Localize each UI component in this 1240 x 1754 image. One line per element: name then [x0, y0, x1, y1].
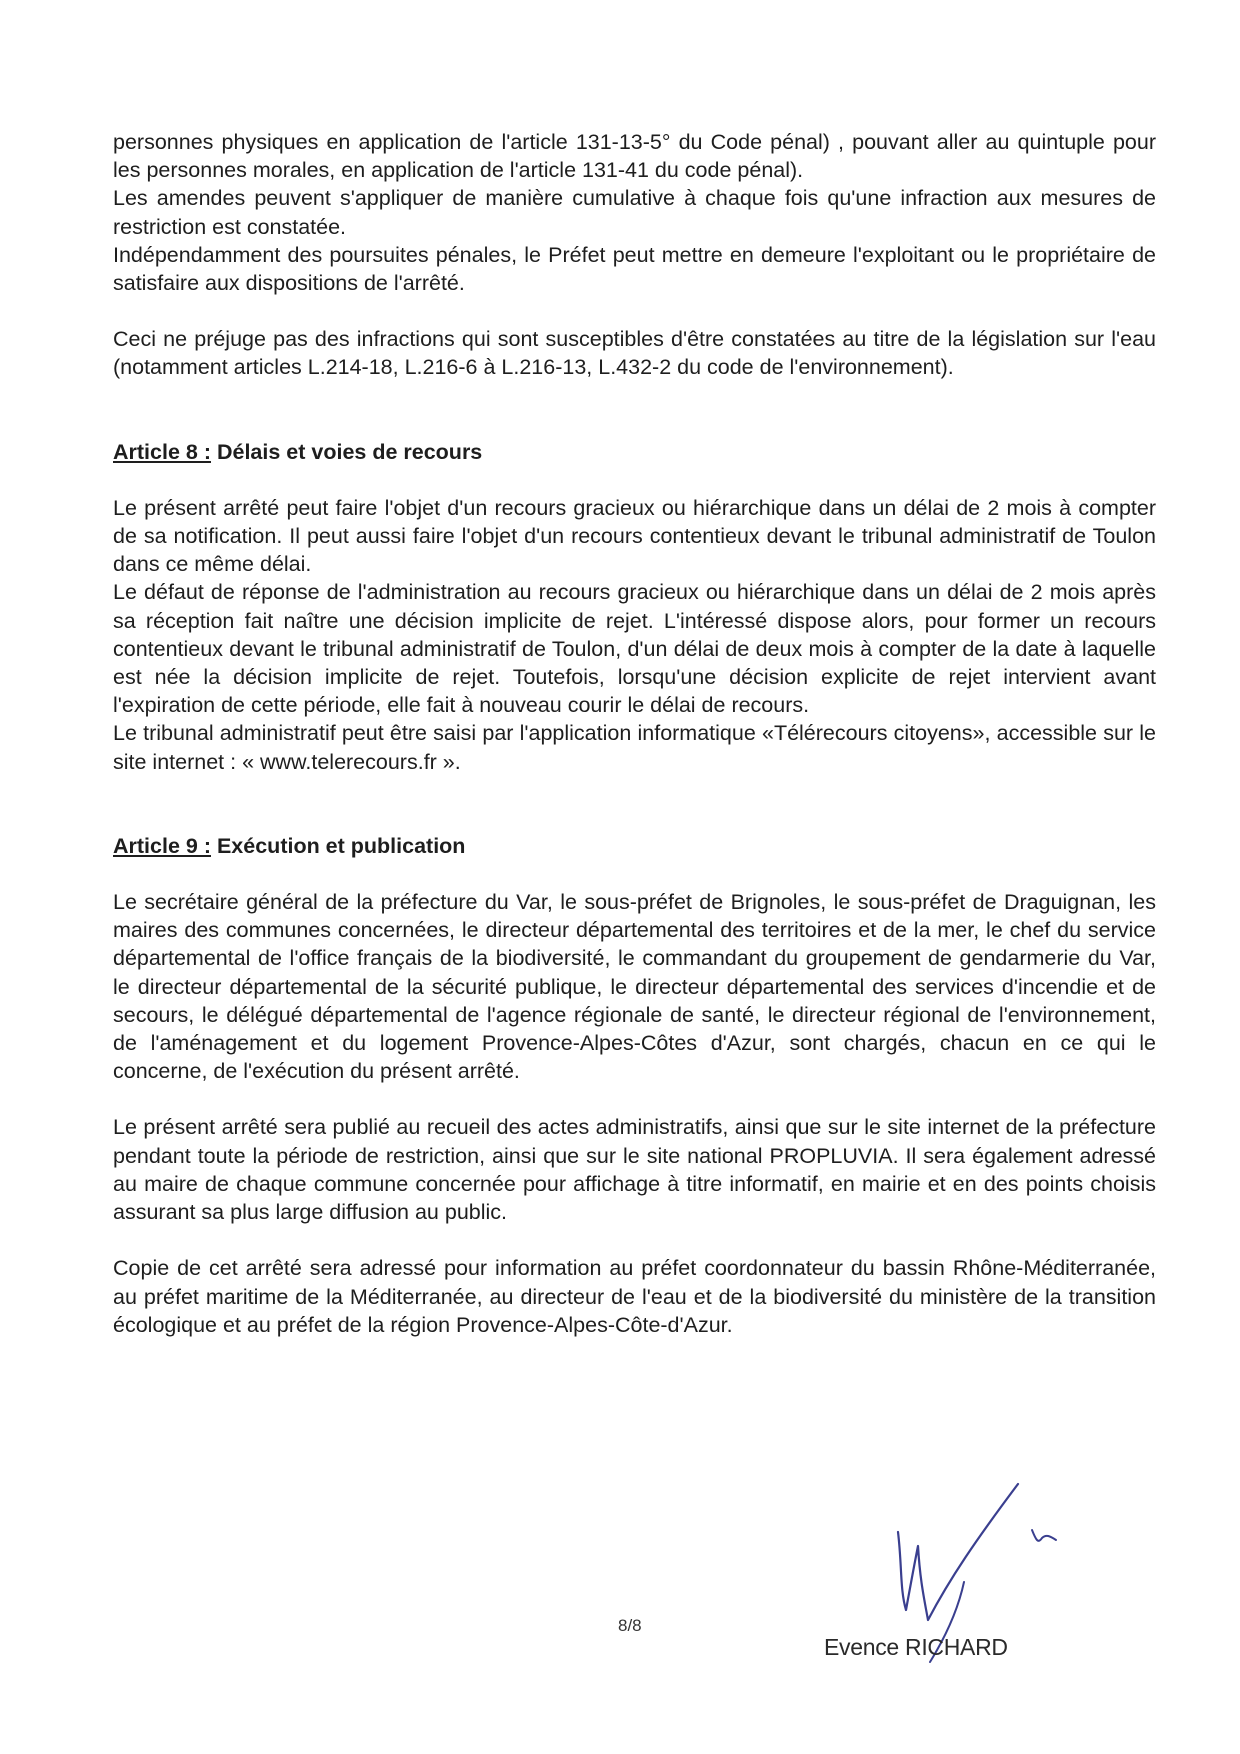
- article-9-title: Exécution et publication: [216, 833, 466, 858]
- continuation-paragraph-2: Les amendes peuvent s'appliquer de manière cumulative à chaque fois qu'une infraction aux mesures de restriction est constatée.: [113, 186, 1156, 239]
- article-8-paragraph-2: Le défaut de réponse de l'administration au recours gracieux ou hiérarchique dans un délai de 2 mois après sa réception fait naître une décision implicite de rejet. L'intéressé dispose alors, pour former un recours contentieux devant le tribunal administratif de Toulon, d'un délai de deux mois à compter de la date à laquelle est née la décision implicite de rejet. Toutefois, lorsqu'une décision explicite de rejet intervient avant l'expiration de cette période, elle fait à nouveau courir le délai de recours.: [113, 580, 1156, 718]
- article-8-paragraph-3: Le tribunal administratif peut être saisi par l'application informatique «Télérecours citoyens», accessible sur le site internet : « www.telerecours.fr ».: [113, 721, 1156, 774]
- article-9-paragraph-1: Le secrétaire général de la préfecture du Var, le sous-préfet de Brignoles, le sous-préfet de Draguignan, les maires des communes concernées, le directeur départemental des territoires et de la mer, le chef du service départemental de l'office français de la biodiversité, le commandant du groupement de gendarmerie du Var, le directeur départemental de la sécurité publique, le directeur départemental des services d'incendie et de secours, le délégué départemental de l'agence régionale de santé, le directeur régional de l'environnement, de l'aménagement et du logement Provence-Alpes-Côtes d'Azur, sont chargés, chacun en ce qui le concerne, de l'exécution du présent arrêté.: [113, 890, 1156, 1084]
- document-body: [113, 128, 1156, 1339]
- article-9-paragraph-2: Le présent arrêté sera publié au recueil des actes administratifs, ainsi que sur le site internet de la préfecture pendant toute la période de restriction, ainsi que sur le site national PROPLUVIA. Il sera également adressé au maire de chaque commune concernée pour affichage à titre informatif, en mairie et en des points choisis assurant sa plus large diffusion au public.: [113, 1115, 1156, 1225]
- article-9-label: Article 9 :: [113, 833, 211, 858]
- continuation-note: Ceci ne préjuge pas des infractions qui sont susceptibles d'être constatées au titre de la législation sur l'eau (notamment articles L.214-18, L.216-6 à L.216-13, L.432-2 du code de l'environnement).: [113, 327, 1156, 380]
- article-8-title: Délais et voies de recours: [216, 439, 483, 464]
- article-9-paragraph-3: Copie de cet arrêté sera adressé pour information au préfet coordonnateur du bassin Rhône-Méditerranée, au préfet maritime de la Méditerranée, au directeur de l'eau et de la biodiversité du ministère de la transition écologique et au préfet de la région Provence-Alpes-Côte-d'Azur.: [113, 1256, 1156, 1337]
- article-9-heading: [113, 832, 1156, 860]
- continuation-paragraph-3: Indépendamment des poursuites pénales, le Préfet peut mettre en demeure l'exploitant ou le propriétaire de satisfaire aux dispositions de l'arrêté.: [113, 242, 1156, 296]
- article-8-paragraph-1: Le présent arrêté peut faire l'objet d'un recours gracieux ou hiérarchique dans un délai de 2 mois à compter de sa notification. Il peut aussi faire l'objet d'un recours contentieux devant le tribunal administratif de Toulon dans ce même délai.: [113, 495, 1156, 577]
- article-8-label: Article 8 :: [113, 439, 211, 464]
- page-number: 8/8: [618, 1616, 642, 1635]
- article-8-heading: [113, 438, 1156, 466]
- continuation-paragraph-1: personnes physiques en application de l'article 131-13-5° du Code pénal) , pouvant aller au quintuple pour les personnes morales, en application de l'article 131-41 du code pénal).: [113, 130, 1156, 183]
- signer-name: Evence RICHARD: [824, 1634, 1008, 1660]
